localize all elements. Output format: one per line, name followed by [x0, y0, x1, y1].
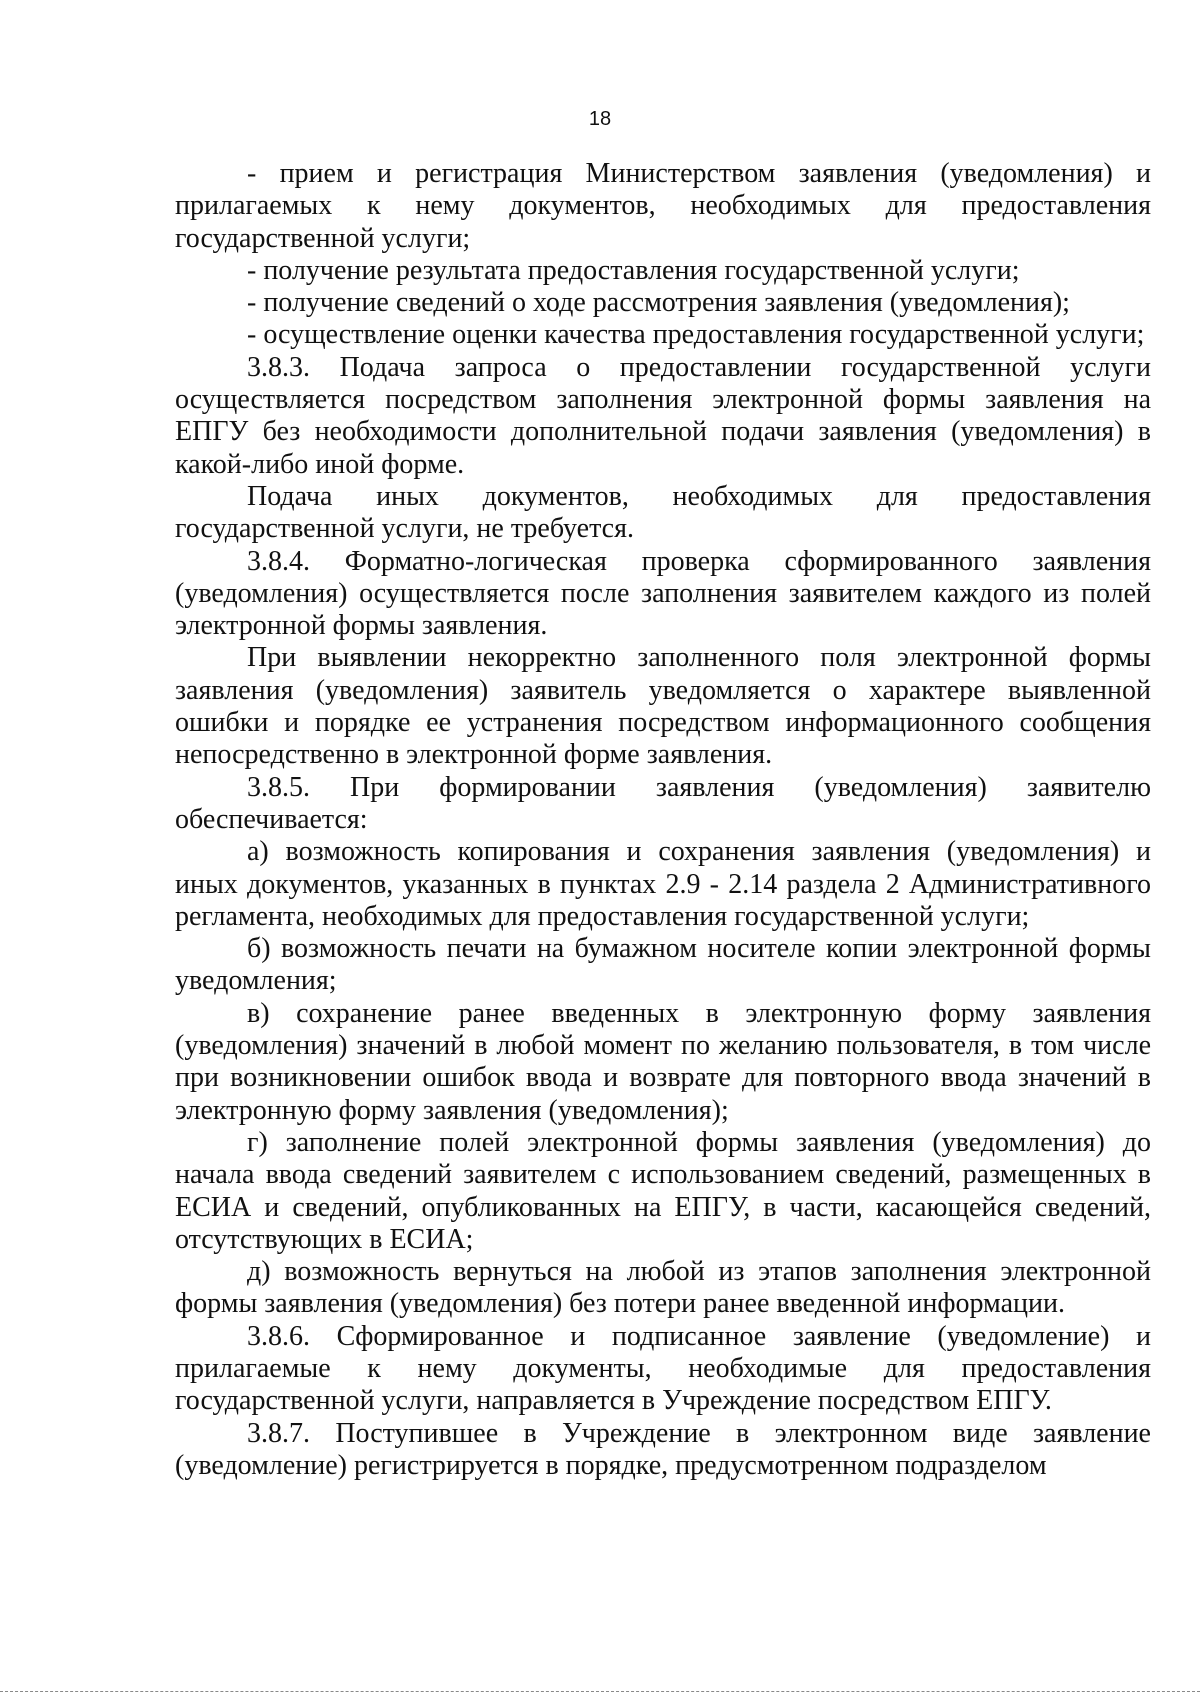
clause-3-8-4: 3.8.4. Форматно-логическая проверка сформированного заявления (уведомления) осуществляется после заполнения заявителем каждого из полей электронной формы заявления. [175, 545, 1151, 642]
list-item-quality: - осуществление оценки качества предоставления государственной услуги; [247, 319, 1145, 351]
item-b: б) возможность печати на бумажном носителе копии электронной формы уведомления; [175, 933, 1151, 997]
scan-edge-divider [0, 1691, 1200, 1692]
list-item-result: - получение результата предоставления государственной услуги; [247, 254, 1020, 286]
paragraph-errors: При выявлении некорректно заполненного поля электронной формы заявления (уведомления) заявитель уведомляется о характере выявленной ошибки и порядке ее устранения посредством информационного сообщения непосредственно в электронной форме заявления. [175, 642, 1151, 771]
clause-3-8-5: 3.8.5. При формировании заявления (уведомления) заявителю обеспечивается: [175, 771, 1151, 835]
paragraph-documents: Подача иных документов, необходимых для предоставления государственной услуги, не требуется. [175, 480, 1151, 545]
clause-3-8-6: 3.8.6. Сформированное и подписанное заявление (уведомление) и прилагаемые к нему документы, необходимые для предоставления государственной услуги, направляется в Учреждение посредством ЕПГУ. [175, 1320, 1151, 1417]
list-item-reception: - прием и регистрация Министерством заявления (уведомления) и прилагаемых к нему документов, необходимых для предоставления государственной услуги; [175, 158, 1151, 254]
document-body [175, 158, 1151, 1482]
item-a: а) возможность копирования и сохранения заявления (уведомления) и иных документов, указанных в пунктах 2.9 - 2.14 раздела 2 Административного регламента, необходимых для предоставления государственной услуги; [175, 836, 1151, 932]
item-d: д) возможность вернуться на любой из этапов заполнения электронной формы заявления (уведомления) без потери ранее введенной информации. [175, 1256, 1151, 1320]
item-v: в) сохранение ранее введенных в электронную форму заявления (уведомления) значений в любой момент по желанию пользователя, в том числе при возникновении ошибок ввода и возврате для повторного ввода значений в электронную форму заявления (уведомления); [175, 997, 1151, 1126]
list-item-status: - получение сведений о ходе рассмотрения заявления (уведомления); [247, 287, 1070, 319]
item-g: г) заполнение полей электронной формы заявления (уведомления) до начала ввода сведений заявителем с использованием сведений, размещенных в ЕСИА и сведений, опубликованных на ЕПГУ, в части, касающейся сведений, отсутствующих в ЕСИА; [175, 1126, 1151, 1255]
page-number: 18 [588, 108, 612, 130]
clause-3-8-3: 3.8.3. Подача запроса о предоставлении государственной услуги осуществляется посредством заполнения электронной формы заявления на ЕПГУ без необходимости дополнительной подачи заявления (уведомления) в какой-либо иной форме. [175, 351, 1151, 480]
clause-3-8-7: 3.8.7. Поступившее в Учреждение в электронном виде заявление (уведомление) регистрируется в порядке, предусмотренном подразделом [175, 1417, 1151, 1481]
